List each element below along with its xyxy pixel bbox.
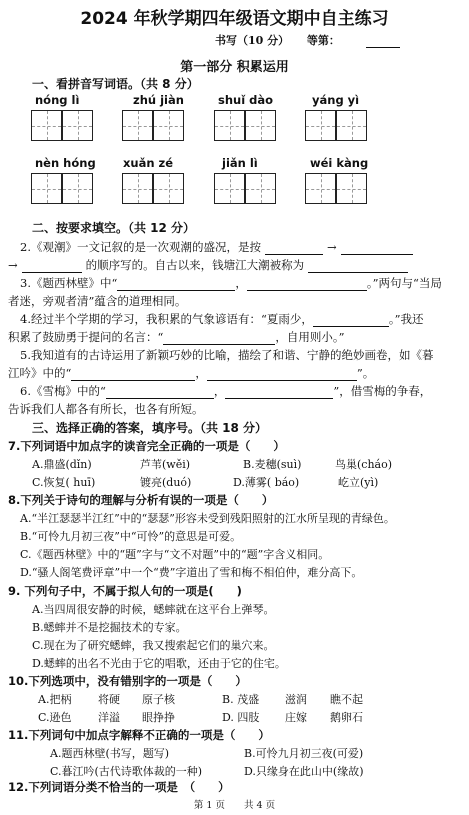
q8-option-b[interactable]: B.“可怜九月初三夜”中“可怜”的意思是可爱。 <box>20 530 242 543</box>
q10-option-c3: 眼挣挣 <box>142 711 175 724</box>
q10-option-b[interactable]: B. 茂盛 <box>222 693 260 706</box>
pinyin-8: wéi kàng <box>310 156 369 170</box>
pinyin-7: jiǎn lì <box>222 156 258 170</box>
pinyin-2: zhú jiàn <box>133 93 184 107</box>
page-footer: 第 1 页 共 4 页 <box>193 800 276 811</box>
q9-option-a[interactable]: A.当四周很安静的时候，蟋蟀就在这平台上弹琴。 <box>32 603 275 616</box>
part1-title: 第一部分 积累运用 <box>180 60 289 75</box>
grade-blank[interactable] <box>366 35 400 48</box>
q9-option-b[interactable]: B.蟋蟀并不是挖掘技术的专家。 <box>32 621 187 634</box>
q8-option-c[interactable]: C.《题西林壁》中的“题”字与“文不对题”中的“题”字含义相同。 <box>20 548 330 561</box>
char-box[interactable] <box>122 110 153 141</box>
writing-score-row <box>215 32 400 48</box>
q7-stem: 7.下列词语中加点字的读音完全正确的一项是（ ） <box>8 439 285 453</box>
pinyin-5: nèn hóng <box>35 156 96 170</box>
char-box[interactable] <box>62 110 93 141</box>
q7-option-a[interactable]: A.鼎盛(dǐn) <box>32 458 92 471</box>
q5-line2: 江吟》中的“ ， ”。 <box>8 366 375 380</box>
q2-line2: → 的顺序写的。自古以来，钱塘江大潮被称为 <box>8 257 408 273</box>
q10-option-b3: 瞧不起 <box>330 693 363 706</box>
q10-option-d3: 鹅卵石 <box>330 711 363 724</box>
q7-option-b[interactable]: B.麦穗(suì) <box>243 458 302 471</box>
section2-title: 二、按要求填空。（共 12 分） <box>32 221 196 235</box>
char-box[interactable] <box>62 173 93 204</box>
q8-option-d[interactable]: D.“骚人阁笔费评章”中一个“费”字道出了雪和梅不相伯仲，难分高下。 <box>20 566 363 579</box>
answer-blank[interactable] <box>265 242 323 255</box>
q10-option-d2: 庄嫁 <box>285 711 307 724</box>
answer-blank[interactable] <box>207 368 357 381</box>
char-box[interactable] <box>245 110 276 141</box>
answer-blank[interactable] <box>117 278 235 291</box>
char-box[interactable] <box>336 110 367 141</box>
q10-option-c[interactable]: C.逊色 <box>38 711 72 724</box>
answer-blank[interactable] <box>22 260 82 273</box>
char-box[interactable] <box>153 173 184 204</box>
writing-label: 书写（10 分） <box>215 34 290 47</box>
q9-option-d[interactable]: D.蟋蟀的出名不光由于它的唱歌，还由于它的住宅。 <box>32 657 286 670</box>
section3-title: 三、选择正确的答案，填序号。（共 18 分） <box>32 421 268 435</box>
q2-line1: 2.《观潮》一文记叙的是一次观潮的盛况，是按 → <box>20 239 413 255</box>
q10-option-c2: 洋溢 <box>98 711 120 724</box>
q7-option-d[interactable]: D.薄雾( báo) <box>233 476 300 489</box>
pinyin-6: xuǎn zé <box>123 156 174 170</box>
q10-option-a3: 原子核 <box>142 693 175 706</box>
page-title: 2024 年秋学期四年级语文期中自主练习 <box>80 9 389 29</box>
answer-blank[interactable] <box>225 386 333 399</box>
grade-label: 等第： <box>306 34 340 47</box>
answer-blank[interactable] <box>106 386 214 399</box>
answer-blank[interactable] <box>247 278 367 291</box>
q3-line1: 3.《题西林壁》中“ ， 。”两句与“当局 <box>20 276 442 290</box>
q10-option-a2: 将硬 <box>98 693 120 706</box>
answer-blank[interactable] <box>163 332 275 345</box>
q7-option-c2: 镀亮(duó) <box>140 476 192 489</box>
pinyin-4: yáng yì <box>312 93 360 107</box>
q7-option-c[interactable]: C.恢复( huī) <box>32 476 96 489</box>
char-box[interactable] <box>214 110 245 141</box>
q8-option-a[interactable]: A.“半江瑟瑟半江红”中的“瑟瑟”形容未受到残阳照射的江水所呈现的青绿色。 <box>20 512 395 525</box>
q9-option-c[interactable]: C.现在为了研究蟋蟀，我又搜索起它们的巢穴来。 <box>32 639 275 652</box>
q11-option-c[interactable]: C.暮江吟(古代诗歌体裁的一种) <box>50 765 203 778</box>
q9-stem: 9. 下列句子中，不属于拟人句的一项是( ) <box>8 584 242 598</box>
pinyin-1: nóng lì <box>35 93 80 107</box>
answer-blank[interactable] <box>308 260 408 273</box>
char-box[interactable] <box>31 110 62 141</box>
q5-line1: 5.我知道有的古诗运用了新颖巧妙的比喻，描绘了和谐、宁静的绝妙画卷，如《暮 <box>20 348 434 362</box>
q8-stem: 8.下列关于诗句的理解与分析有误的一项是（ ） <box>8 493 274 507</box>
q7-option-b2: 鸟巢(cháo) <box>335 458 393 471</box>
answer-blank[interactable] <box>341 242 413 255</box>
q11-option-a[interactable]: A.题西林壁(书写，题写) <box>50 747 170 760</box>
q10-option-d[interactable]: D. 四肢 <box>222 711 260 724</box>
char-box[interactable] <box>153 110 184 141</box>
q10-option-a[interactable]: A.把柄 <box>38 693 72 706</box>
char-box[interactable] <box>245 173 276 204</box>
q10-stem: 10.下列选项中，没有错别字的一项是（ ） <box>8 674 247 688</box>
q6-line1: 6.《雪梅》中的“ ， ”，借雪梅的争春， <box>20 384 432 398</box>
char-box[interactable] <box>31 173 62 204</box>
q12-stem: 12.下列词语分类不恰当的一项是 （ ） <box>8 780 230 794</box>
char-box[interactable] <box>336 173 367 204</box>
char-box[interactable] <box>305 173 336 204</box>
q11-stem: 11.下列词句中加点字解释不正确的一项是（ ） <box>8 728 270 742</box>
char-box[interactable] <box>214 173 245 204</box>
q3-line2: 者迷，旁观者清”蕴含的道理相同。 <box>8 294 187 308</box>
section1-title: 一、看拼音写词语。（共 8 分） <box>32 77 199 91</box>
q7-option-a2: 芦苇(wěi) <box>140 458 191 471</box>
q6-line2: 告诉我们人都各有所长，也各有所短。 <box>8 402 204 416</box>
q10-option-b2: 滋润 <box>285 693 307 706</box>
q4-line1: 4.经过半个学期的学习，我积累的气象谚语有：“夏雨少， 。”我还 <box>20 312 424 326</box>
answer-blank[interactable] <box>313 314 389 327</box>
char-box[interactable] <box>122 173 153 204</box>
q11-option-b[interactable]: B.可怜九月初三夜(可爱) <box>244 747 364 760</box>
q11-option-d[interactable]: D.只缘身在此山中(缘故) <box>244 765 364 778</box>
pinyin-3: shuǐ dào <box>218 93 274 107</box>
q7-option-d2: 屹立(yì) <box>338 476 379 489</box>
answer-blank[interactable] <box>71 368 195 381</box>
char-box[interactable] <box>305 110 336 141</box>
q4-line2: 积累了鼓励勇于提问的名言：“ ，自用则小。” <box>8 330 345 344</box>
